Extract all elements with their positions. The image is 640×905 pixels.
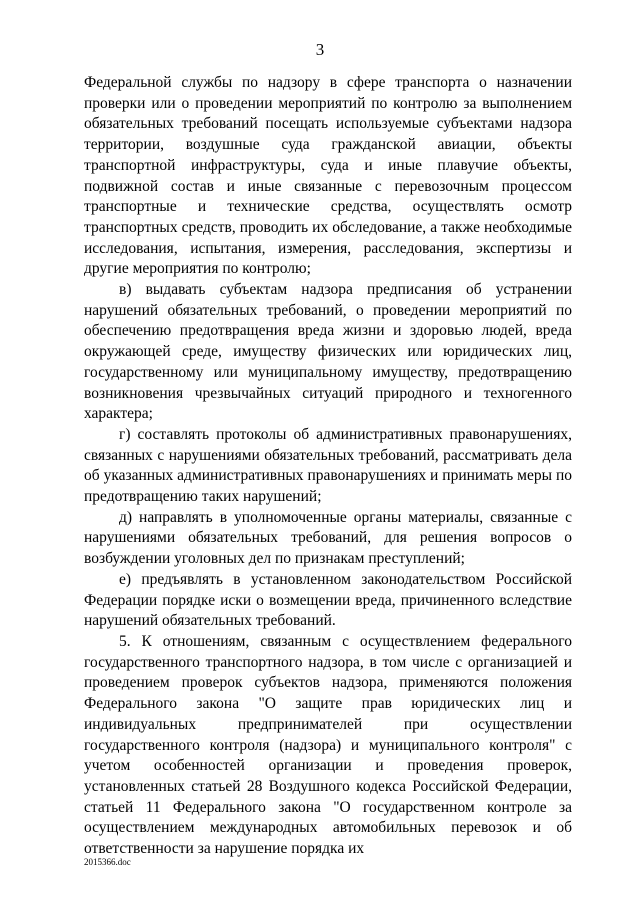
- paragraph-continuation: Федеральной службы по надзору в сфере транспорта о назначении проверки или о проведении мероприятий по контролю за выполнением обязательных требований посещать используемые субъектами надзора территории, воздушные суда гражданской авиации, объекты транспортной инфраструктуры, суда и иные плавучие объекты, подвижной состав и иные связанные с перевозочным процессом транспортные и технические средства, осуществлять осмотр транспортных средств, проводить их обследование, а также необходимые исследования, испытания, измерения, расследования, экспертизы и другие мероприятия по контролю;: [84, 74, 572, 278]
- paragraph-item-d: д) направлять в уполномоченные органы материалы, связанные с нарушениями обязательных требований, для решения вопросов о возбуждении уголовных дел по признакам преступлений;: [84, 508, 572, 568]
- paragraph-item-v: в) выдавать субъектам надзора предписания об устранении нарушений обязательных требований, о проведении мероприятий по обеспечению предотвращения вреда жизни и здоровью людей, вреда окружающей среде, имуществу физических или юридических лиц, государственному или муниципальному имуществу, предотвращению возникновения чрезвычайных ситуаций природного и техногенного характера;: [84, 281, 572, 423]
- footer-filename: 2015366.doc: [84, 857, 131, 867]
- paragraph-clause-5: 5. К отношениям, связанным с осуществлением федерального государственного транспортного надзора, в том числе с организацией и проведением проверок субъектов надзора, применяются положения Федерального закона "О защите прав юридических лиц и индивидуальных предпринимателей при осуществлении государственного контроля (надзора) и муниципального контроля" с учетом особенностей организации и проведения проверок, установленных статьей 28 Воздушного кодекса Российской Федерации, статьей 11 Федерального закона "О государственном контроле за осуществлением международных автомобильных перевозок и об ответственности за нарушение порядка их: [84, 632, 572, 858]
- page-number: 3: [315, 40, 325, 59]
- paragraph-item-e: е) предъявлять в установленном законодательством Российской Федерации порядке иски о возмещении вреда, причиненного вследствие нарушений обязательных требований.: [84, 570, 572, 630]
- paragraph-item-g: г) составлять протоколы об административных правонарушениях, связанных с нарушениями обязательных требований, рассматривать дела об указанных административных правонарушениях и принимать меры по предотвращению таких нарушений;: [84, 425, 572, 506]
- document-body: [84, 73, 572, 860]
